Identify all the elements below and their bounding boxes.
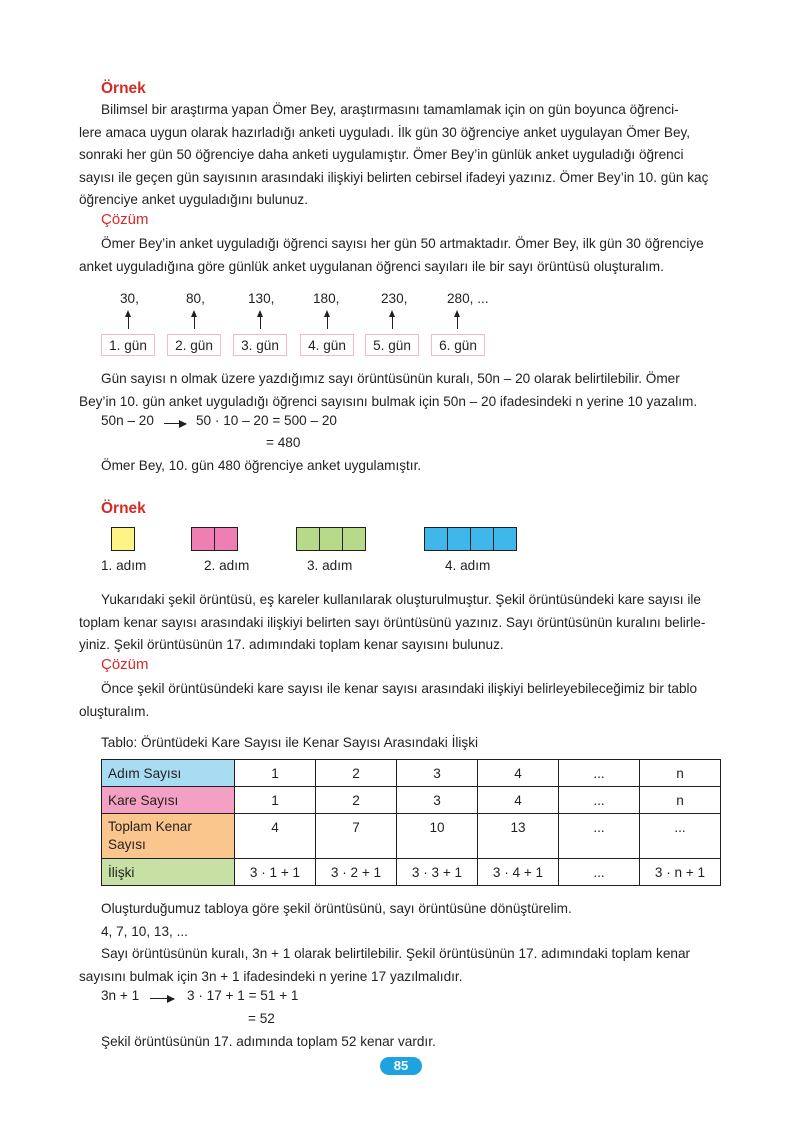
text-line: sonraki her gün 50 öğrenciye daha anketi uygulamıştır. Ömer Bey’in günlük anket uyguladığı öğrenci [79,147,684,162]
square [470,527,494,551]
example-2-problem [79,589,724,657]
square [342,527,366,551]
table-cell: n [640,787,721,814]
text-line: Ömer Bey’in anket uyguladığı öğrenci sayısı her gün 50 artmaktadır. Ömer Bey, ilk gün 30 öğrenciye [101,236,704,251]
square [493,527,517,551]
day-box: 1. gün [101,334,155,356]
table-cell: ... [559,859,640,886]
text-line: Bilimsel bir araştırma yapan Ömer Bey, araştırmasını tamamlamak için on gün boyunca öğrenci- [101,102,679,117]
table-cell: 3 · n + 1 [640,859,721,886]
text-line: lere amaca uygun olarak hazırladığı anketi uyguladı. İlk gün 30 öğrenciye anket uygulayan Ömer Bey, [79,124,691,140]
arrow-up-icon [392,315,393,329]
step-label: 3. adım [307,558,353,573]
table-cell: 3 · 3 + 1 [397,859,478,886]
text-line: Önce şekil örüntüsündeki kare sayısı ile kenar sayısı arasındaki ilişkiyi belirleyebileceğimiz bir tablo [101,681,698,696]
step-label: 2. adım [204,558,250,573]
table-cell: 3 · 4 + 1 [478,859,559,886]
sequence-term: 30, [120,291,139,306]
table-cell: 13 [478,814,559,859]
table-cell: 1 [235,787,316,814]
text-line: oluşturalım. [79,703,150,719]
square [447,527,471,551]
page-number: 85 [380,1057,422,1075]
text-line: yiniz. Şekil örüntüsünün 17. adımındaki toplam kenar sayısını bulunuz. [79,637,504,652]
example-1-problem [79,99,724,212]
row-header-line: Sayısı [108,837,146,852]
step-label: 4. adım [445,558,491,573]
row-header: İlişki [102,859,235,886]
table-caption: Tablo: Örüntüdeki Kare Sayısı ile Kenar Sayısı Arasındaki İlişki [101,735,479,750]
text-line: Gün sayısı n olmak üzere yazdığımız sayı örüntüsünün kuralı, 50n – 20 olarak belirtilebilir. Ömer [101,371,680,386]
text-line: toplam kenar sayısı arasındaki ilişkiyi belirten sayı örüntüsünü yazınız. Sayı örüntüsünün kuralını belirle- [79,614,706,630]
table-cell: 3 [397,787,478,814]
table-cell: 4 [478,787,559,814]
table-cell: 2 [316,787,397,814]
text-line: Yukarıdaki şekil örüntüsü, eş kareler kullanılarak oluşturulmuştur. Şekil örüntüsündeki kare sayısı ile [101,592,701,607]
table-row [102,760,721,787]
table-cell: 3 [397,760,478,787]
square [424,527,448,551]
table-row [102,814,721,859]
example-1-conclusion: Ömer Bey, 10. gün 480 öğrenciye anket uygulamıştır. [101,458,422,473]
arrow-right-icon [150,998,174,999]
arrow-up-icon [128,315,129,329]
example-1-calc-rhs: 50 · 10 – 20 = 500 – 20 [196,413,337,428]
example-1-calc-result: = 480 [266,435,301,450]
table-cell: 3 · 2 + 1 [316,859,397,886]
example-1-heading: Örnek [101,80,146,97]
table-cell: ... [640,814,721,859]
arrow-up-icon [194,315,195,329]
table-cell: n [640,760,721,787]
example-2-calc-result: = 52 [248,1011,275,1026]
row-header: Kare Sayısı [102,787,235,814]
table-cell: 4 [478,760,559,787]
example-1-rule-text [79,368,724,413]
example-2-after-text [79,898,724,988]
table-cell: ... [559,760,640,787]
arrow-up-icon [260,315,261,329]
day-box: 4. gün [300,334,354,356]
table-cell: ... [559,814,640,859]
relation-table [101,759,721,886]
square [319,527,343,551]
example-1-solution-heading: Çözüm [101,211,149,228]
day-box: 5. gün [365,334,419,356]
arrow-right-icon [164,423,186,424]
square [191,527,215,551]
text-line: Sayı örüntüsünün kuralı, 3n + 1 olarak belirtilebilir. Şekil örüntüsünün 17. adımındaki toplam kenar [101,946,691,961]
square [111,527,135,551]
text-line: sayısını bulmak için 3n + 1 ifadesindeki n yerine 17 yazılmalıdır. [79,968,463,984]
square [214,527,238,551]
text-line: sayısı ile geçen gün sayısının arasındaki ilişkiyi belirten cebirsel ifadeyi yazınız. Ömer Bey’in 10. gün kaç [79,169,709,185]
day-box: 2. gün [167,334,221,356]
example-1-calc-lhs: 50n – 20 [101,413,154,428]
table-cell: ... [559,787,640,814]
example-2-calc-lhs: 3n + 1 [101,988,140,1003]
example-2-solution-heading: Çözüm [101,656,149,673]
sequence-term: 230, [381,291,408,306]
table-cell: 10 [397,814,478,859]
sequence-term: 280, ... [447,291,489,306]
text-line: Oluşturduğumuz tabloya göre şekil örüntüsünü, sayı örüntüsüne dönüştürelim. [101,901,572,916]
row-header: Adım Sayısı [102,760,235,787]
square [296,527,320,551]
example-2-conclusion: Şekil örüntüsünün 17. adımında toplam 52 kenar vardır. [101,1034,436,1049]
text-line: 4, 7, 10, 13, ... [101,923,188,939]
text-line: Bey’in 10. gün anket uyguladığı öğrenci sayısını bulmak için 50n – 20 ifadesindeki n yerine 10 yazalım. [79,393,698,409]
day-box: 6. gün [431,334,485,356]
table-cell: 3 · 1 + 1 [235,859,316,886]
table-cell: 4 [235,814,316,859]
sequence-term: 80, [186,291,205,306]
example-2-heading: Örnek [101,500,146,517]
arrow-up-icon [457,315,458,329]
example-1-solution-text [79,233,724,278]
text-line: anket uyguladığına göre günlük anket uygulanan öğrenci sayıları ile bir sayı örüntüsü oluşturalım. [79,258,664,274]
table-cell: 2 [316,760,397,787]
text-line: öğrenciye anket uyguladığını bulunuz. [79,192,308,207]
arrow-up-icon [327,315,328,329]
row-header [102,814,235,859]
sequence-term: 180, [313,291,340,306]
sequence-term: 130, [248,291,275,306]
row-header-line: Toplam Kenar [108,819,192,834]
table-row [102,787,721,814]
table-cell: 1 [235,760,316,787]
day-box: 3. gün [233,334,287,356]
table-row [102,859,721,886]
example-2-solution-text [79,678,724,723]
step-label: 1. adım [101,558,147,573]
example-2-calc-rhs: 3 · 17 + 1 = 51 + 1 [187,988,299,1003]
table-cell: 7 [316,814,397,859]
